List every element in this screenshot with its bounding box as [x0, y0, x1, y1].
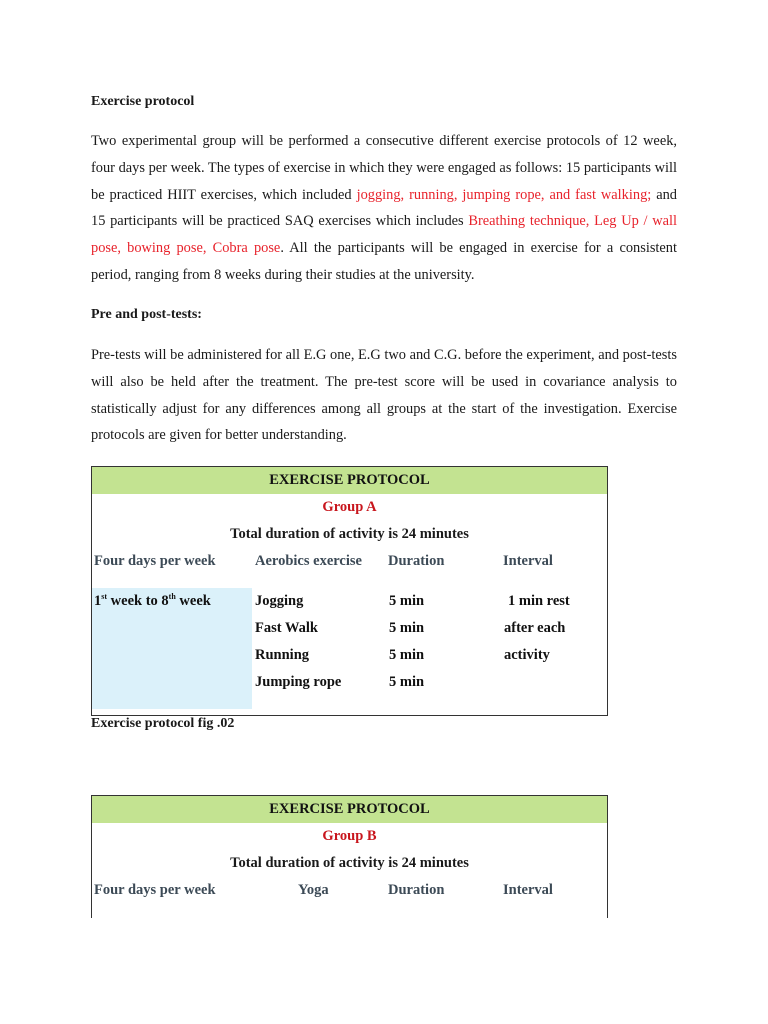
table-a-total-duration: Total duration of activity is 24 minutes: [230, 526, 469, 542]
table-a-row-interval: after each: [504, 620, 566, 636]
table-a-col-days: Four days per week: [94, 553, 216, 569]
table-a-row-exercise: Jogging: [255, 593, 304, 609]
table-b-column-headers: [92, 877, 607, 904]
para1-text-2: and 15 participants will be practiced SAQ exercises which includes: [91, 186, 677, 230]
table-a-row-duration: 5 min: [389, 647, 425, 663]
table-b-col-yoga: Yoga: [298, 882, 329, 898]
exercise-protocol-table-b: [91, 795, 608, 918]
table-b-total-duration: Total duration of activity is 24 minutes: [230, 855, 469, 871]
para1-text-3: . All the participants will be engaged in exercise for a consistent period, ranging from 8 weeks during their studies at the university.: [91, 240, 677, 283]
table-b-col-days: Four days per week: [94, 882, 216, 898]
table-b-header: EXERCISE PROTOCOL: [92, 796, 607, 823]
table-a-row-duration: 5 min: [389, 593, 425, 609]
table-b-col-duration: Duration: [388, 882, 445, 898]
exercise-protocol-heading: Exercise protocol: [91, 94, 195, 109]
table-a-row-duration: 5 min: [389, 674, 425, 690]
table-a-column-headers: [92, 548, 607, 575]
table-a-row-exercise: Running: [255, 647, 310, 663]
exercise-protocol-table-a: [91, 466, 608, 716]
table-b-group: Group B: [322, 828, 377, 844]
pre-post-tests-paragraph: Pre-tests will be administered for all E.G one, E.G two and C.G. before the experiment, and post-tests will also be held after the treatment. The pre-test score will be used in covariance analysis to statistically adjust for any differences among all groups at the start of the investigation. Exercise protocols are given for better understanding.: [91, 347, 677, 444]
pre-post-tests-heading: Pre and post-tests:: [91, 307, 202, 322]
table-a-row-interval: activity: [504, 647, 550, 663]
table-a-row-interval: 1 min rest: [508, 593, 570, 609]
para1-saq-exercises: Breathing technique, Leg Up / wall pose, bowing pose, Cobra pose: [91, 213, 678, 257]
table-a-row-exercise: Fast Walk: [255, 620, 318, 636]
para1-text-1: Two experimental group will be performed a consecutive different exercise protocols of 12 week, four days per week. The types of exercise in which they were engaged as follows: 15 participants will be practiced HIIT exercises, which included: [91, 133, 677, 203]
table-a-col-duration: Duration: [388, 553, 445, 569]
table-b-col-interval: Interval: [503, 882, 553, 898]
table-a-row-exercise: Jumping rope: [255, 674, 342, 690]
table-a-caption: Exercise protocol fig .02: [91, 716, 235, 731]
exercise-protocol-paragraph: [91, 128, 677, 289]
table-a-col-interval: Interval: [503, 553, 553, 569]
table-a-col-exercise: Aerobics exercise: [255, 553, 362, 569]
table-a-week-range: 1st week to 8th week: [94, 592, 211, 609]
table-a-group: Group A: [322, 499, 377, 515]
table-a-body: [92, 575, 607, 709]
table-a-row-duration: 5 min: [389, 620, 425, 636]
para1-hiit-exercises: jogging, running, jumping rope, and fast walking;: [356, 186, 652, 203]
table-a-header: EXERCISE PROTOCOL: [92, 467, 607, 494]
